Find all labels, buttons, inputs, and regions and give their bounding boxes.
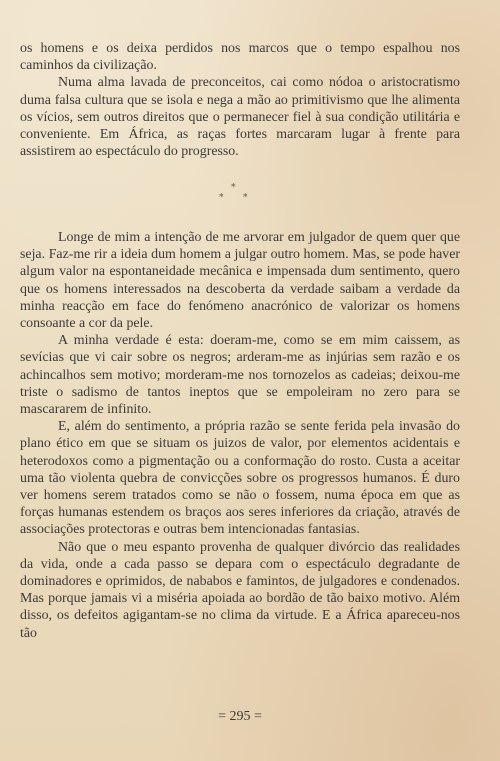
asterisk: * xyxy=(219,193,224,203)
text-block-top xyxy=(20,40,460,160)
section-separator xyxy=(205,183,265,209)
text-block-main xyxy=(20,229,460,642)
paragraph: A minha verdade é esta: doeram-me, como se em mim caissem, as sevícias que vi cair sobre os negros; arderam-me as injúrias sem razão e os achincalhos sem motivo; morderam-me nos tornozelos as cadeias; deixou-me triste o sadismo de tantos ineptos que se empoleiram no zero para se mascararem de infinito. xyxy=(20,333,460,418)
paragraph: Longe de mim a intenção de me arvorar em julgador de quem quer que seja. Faz-me rir a ideia dum homem a julgar outro homem. Mas, se pode haver algum valor na espontaneidade mecânica e impensada dum sentimento, quero que os homens interessados na descoberta da verdade saibam a verdade da minha reacção em face do fenómeno anacrónico de valorizar os homens consoante a cor da pele. xyxy=(20,230,460,332)
paragraph: Numa alma lavada de preconceitos, cai como nódoa o aristocratismo duma falsa cultura que se isola e nega a mão ao primitivismo que lhe alimenta os vícios, sem outros direitos que o permanecer fiel à sua condição utilitária e conveniente. Em África, as raças fortes marcaram lugar à frente para assistirem ao espectáculo do progresso. xyxy=(20,75,460,160)
asterisk: * xyxy=(243,193,248,203)
page-number: = 295 = xyxy=(218,709,262,724)
paragraph: Não que o meu espanto provenha de qualquer divórcio das realidades da vida, onde a cada passo se depara com o espectáculo degradante de dominadores e oprimidos, de nababos e famintos, de julgadores e condenados. Mas porque jamais vi a miséria apoiada ao bordão de tão baixo motivo. Além disso, os defeitos agigantam-se no clima da virtude. E a África apareceu-nos tão xyxy=(20,539,460,641)
paragraph: os homens e os deixa perdidos nos marcos que o tempo espalhou nos caminhos da civilização. xyxy=(20,41,460,74)
asterisk: * xyxy=(231,183,236,193)
paragraph: E, além do sentimento, a própria razão se sente ferida pela invasão do plano ético em que se situam os juizos de valor, por elementos acidentais e heterodoxos como a pigmentação ou a conformação do rosto. Custa a aceitar uma tão violenta quebra de convicções sobre os progressos humanos. É duro ver homens serem tratados como se não o fossem, numa época em que as forças humanas estendem os braços aos seres inferiores da criação, através de associações protectoras e outras bem intencionadas fantasias. xyxy=(20,419,460,538)
